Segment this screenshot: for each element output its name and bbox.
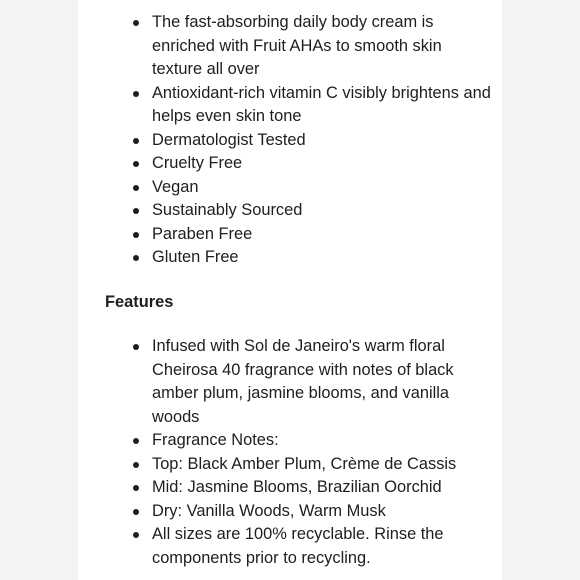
product-description-panel <box>78 0 502 580</box>
list-item: Gluten Free <box>105 246 495 270</box>
features-heading: Features <box>105 292 174 311</box>
list-item: Paraben Free <box>105 223 495 247</box>
benefits-list <box>105 11 495 270</box>
list-item: Top: Black Amber Plum, Crème de Cassis <box>105 453 495 477</box>
list-item: Sustainably Sourced <box>105 199 495 223</box>
list-item: Fragrance Notes: <box>105 429 495 453</box>
list-item: Vegan <box>105 176 495 200</box>
list-item: Dermatologist Tested <box>105 129 495 153</box>
list-item: Infused with Sol de Janeiro's warm floral Cheirosa 40 fragrance with notes of black amber plum, jasmine blooms, and vanilla woods <box>105 335 495 429</box>
product-description <box>105 11 495 570</box>
list-item: Cruelty Free <box>105 152 495 176</box>
list-item: The fast-absorbing daily body cream is enriched with Fruit AHAs to smooth skin texture all over <box>105 11 495 82</box>
list-item: Antioxidant-rich vitamin C visibly brightens and helps even skin tone <box>105 82 495 129</box>
list-item: Mid: Jasmine Blooms, Brazilian Oorchid <box>105 476 495 500</box>
list-item: Dry: Vanilla Woods, Warm Musk <box>105 500 495 524</box>
list-item: All sizes are 100% recyclable. Rinse the components prior to recycling. <box>105 523 495 570</box>
features-list <box>105 335 495 570</box>
